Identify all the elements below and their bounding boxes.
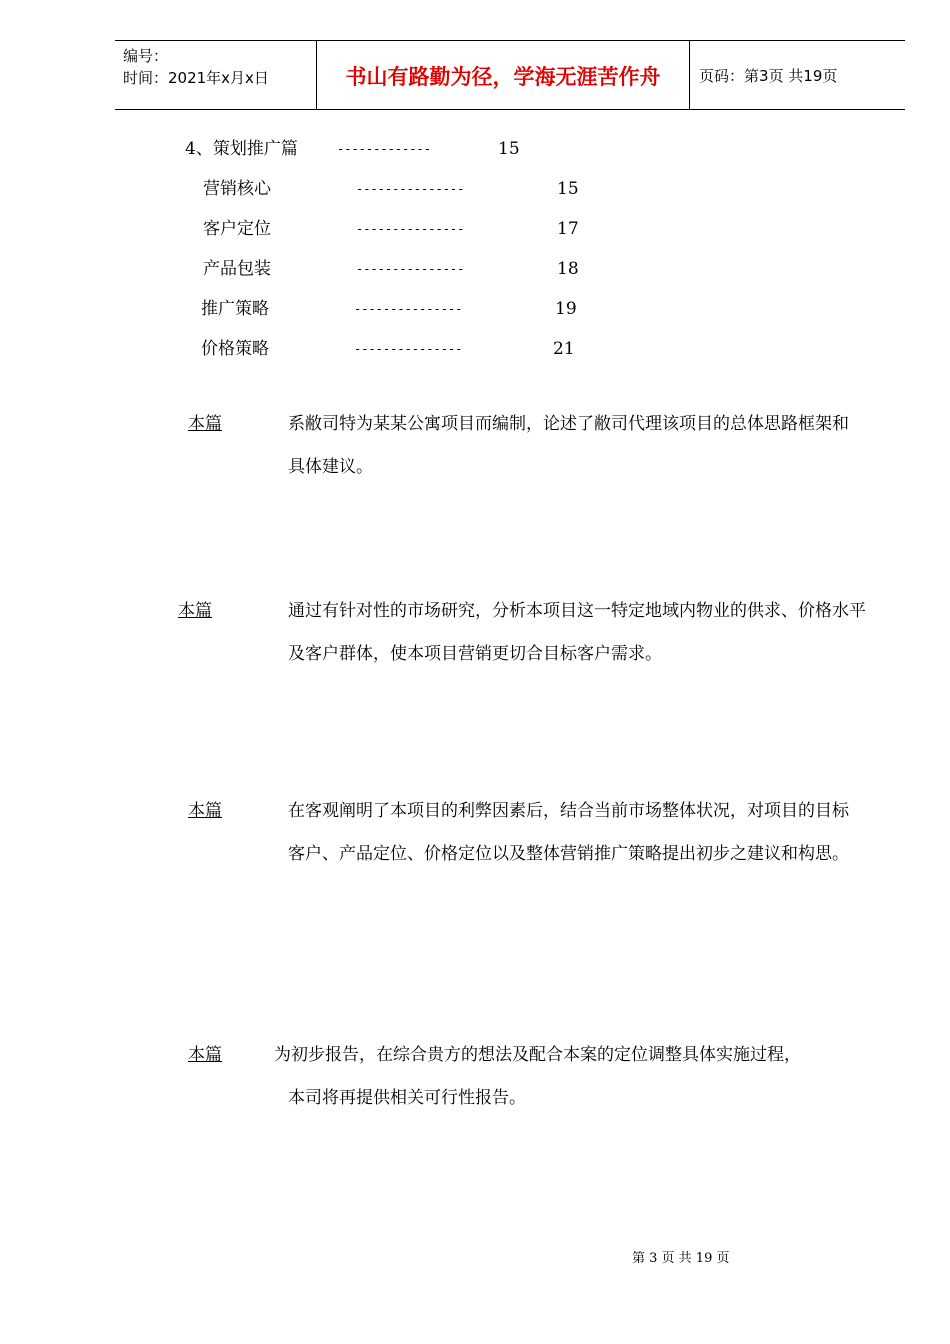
toc-entry — [201, 297, 601, 321]
toc-entry-leader: --------------- — [354, 342, 463, 356]
document-date-label: 时间：2021年x月x日 — [123, 69, 269, 87]
header-meta — [123, 45, 269, 89]
toc-entry-title: 客户定位 — [203, 219, 271, 239]
summary-paragraph — [188, 403, 868, 493]
toc-entry-leader: ------------- — [337, 142, 431, 156]
toc-entry-page: 19 — [555, 299, 577, 319]
toc-entry-page: 15 — [498, 139, 520, 159]
page-header — [115, 40, 905, 110]
summary-paragraph — [178, 590, 868, 680]
paragraph-label: 本篇 — [188, 414, 222, 434]
toc-entry-page: 17 — [557, 219, 579, 239]
header-page-info: 页码：第3页 共19页 — [699, 67, 838, 85]
page-footer: 第 3 页 共 19 页 — [632, 1251, 730, 1266]
toc-entry-leader: --------------- — [354, 302, 463, 316]
toc-entry-title: 推广策略 — [201, 299, 269, 319]
paragraph-text: 在客观阐明了本项目的利弊因素后，结合当前市场整体状况，对项目的目标客户、产品定位、价格定位以及整体营销推广策略提出初步之建议和构思。 — [288, 801, 849, 864]
paragraph-text: 通过有针对性的市场研究，分析本项目这一特定地域内物业的供求、价格水平及客户群体，使本项目营销更切合目标客户需求。 — [288, 601, 866, 664]
paragraph-text: 本司将再提供相关可行性报告。 — [288, 1088, 526, 1108]
summary-paragraph — [188, 790, 868, 925]
summary-paragraph — [188, 1034, 868, 1124]
document-number-label: 编号： — [123, 47, 169, 65]
toc-entry — [201, 337, 601, 361]
toc-entry — [203, 177, 603, 201]
toc-entry-page: 21 — [553, 339, 575, 359]
toc-entry-leader: --------------- — [356, 262, 465, 276]
toc-entry — [203, 217, 603, 241]
paragraph-label: 本篇 — [188, 1045, 222, 1065]
toc-entry-leader: --------------- — [356, 222, 465, 236]
paragraph-text: 为初步报告，在综合贵方的想法及配合本案的定位调整具体实施过程， — [274, 1045, 801, 1065]
toc-entry — [203, 257, 603, 281]
header-divider — [689, 41, 690, 109]
toc-entry-title: 营销核心 — [203, 179, 271, 199]
toc-entry — [185, 137, 585, 161]
toc-entry-title: 价格策略 — [201, 339, 269, 359]
toc-entry-page: 15 — [557, 179, 579, 199]
paragraph-label: 本篇 — [178, 601, 212, 621]
toc-entry-page: 18 — [557, 259, 579, 279]
paragraph-label: 本篇 — [188, 801, 222, 821]
header-motto: 书山有路勤为径，学海无涯苦作舟 — [345, 65, 661, 89]
toc-entry-title: 产品包装 — [203, 259, 271, 279]
toc-entry-title: 4、策划推广篇 — [185, 139, 298, 159]
toc-entry-leader: --------------- — [356, 182, 465, 196]
paragraph-text: 系敝司特为某某公寓项目而编制，论述了敝司代理该项目的总体思路框架和具体建议。 — [288, 414, 849, 477]
